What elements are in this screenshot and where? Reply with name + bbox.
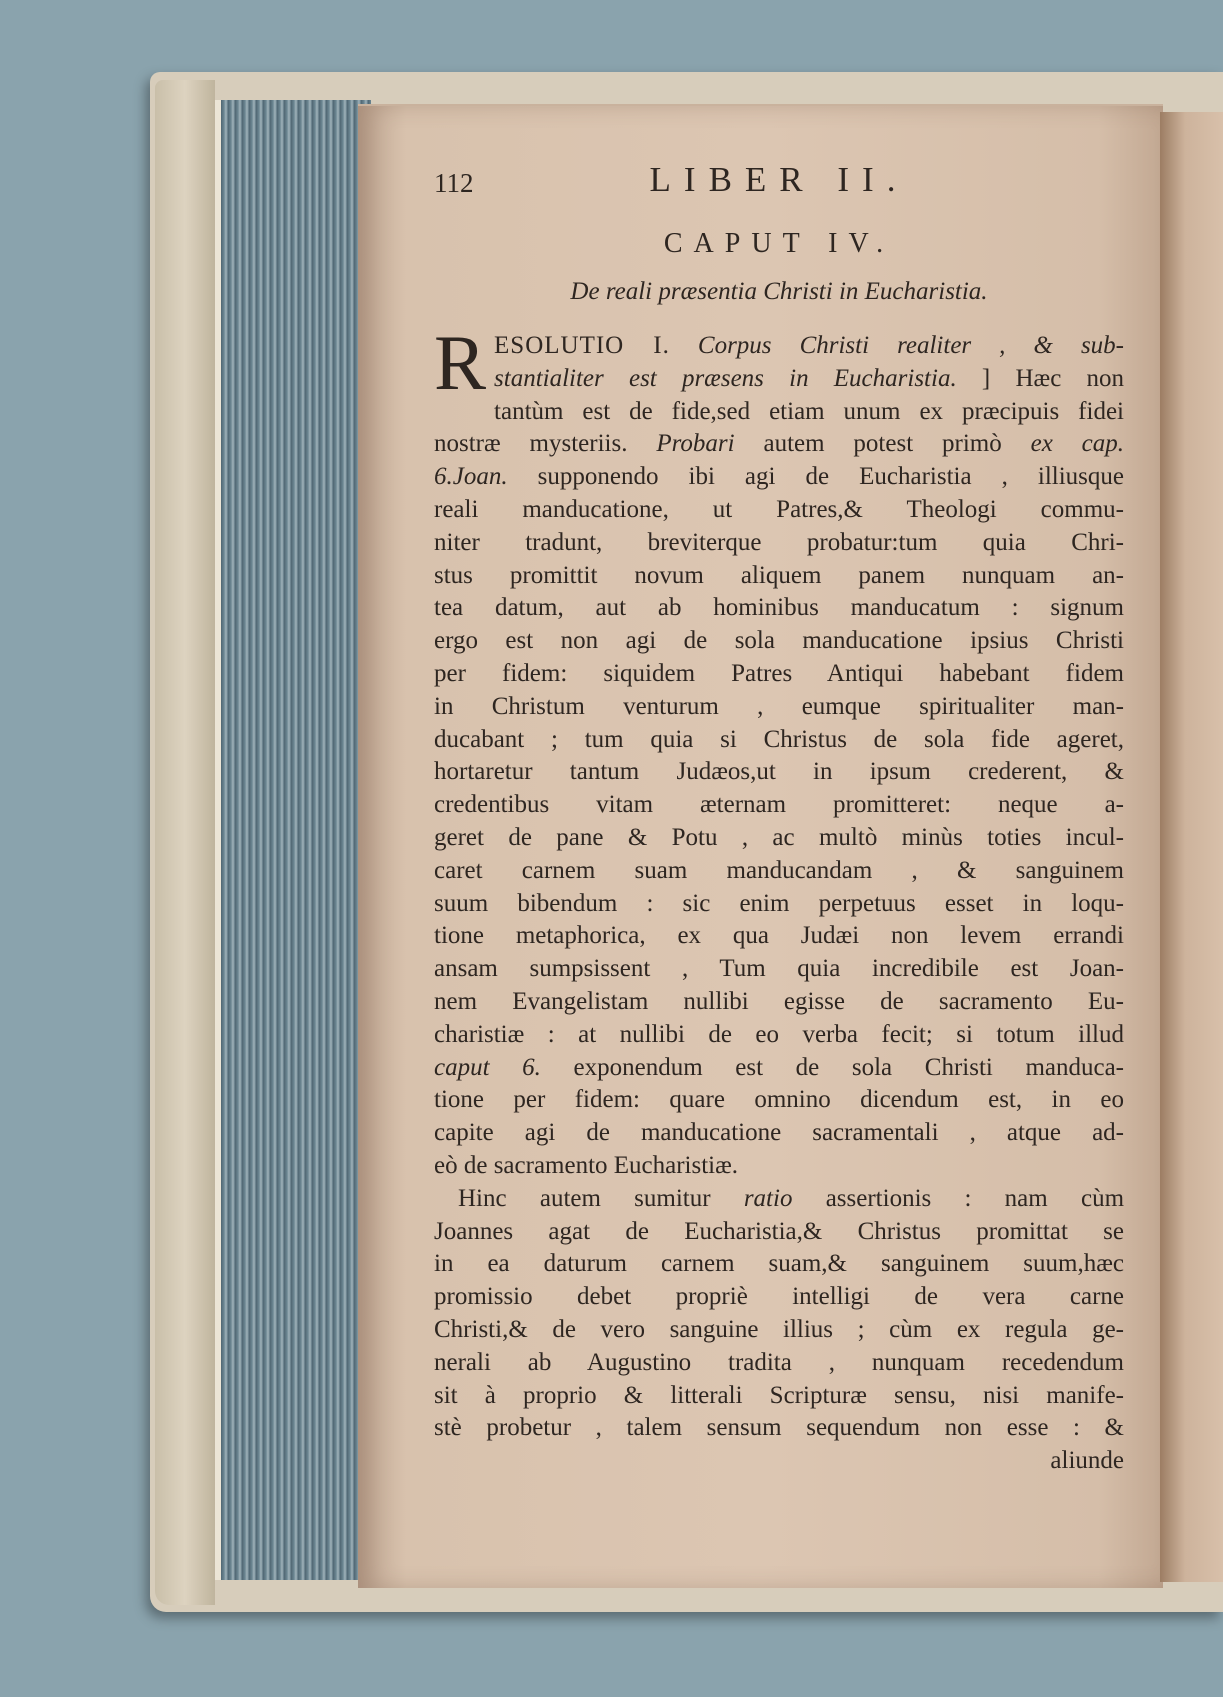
text-span: ] Hæc non [981, 364, 1124, 392]
text-span: assertionis : nam cùm [825, 1184, 1125, 1212]
text-line [434, 428, 1124, 461]
catchword: aliunde [1050, 1447, 1124, 1475]
running-head: LIBER II. [649, 160, 909, 199]
citation: caput 6. [434, 1053, 541, 1081]
text-line: eò de sacramento Eucharistiæ. [434, 1151, 739, 1179]
page-header [434, 160, 1124, 210]
text-line: geret de pane & Potu , ac multò minùs toties incul- [434, 823, 1124, 851]
text-span: exponendum est de sola Christi manduca- [573, 1053, 1125, 1081]
citation: ex cap. [1030, 430, 1125, 458]
page-edges [215, 100, 371, 1580]
text-line [434, 1183, 1124, 1216]
italic-term: Probari [656, 430, 735, 458]
text-line: in Christum venturum , eumque spiritualiter man- [434, 692, 1124, 720]
text-line: promissio debet propriè intelligi de vera carne [434, 1283, 1124, 1311]
page-number: 112 [434, 168, 474, 198]
drop-cap: R [434, 319, 487, 406]
text-span: Hinc autem sumitur [458, 1184, 711, 1212]
text-line: per fidem: siquidem Patres Antiqui habebant fidem [434, 659, 1124, 687]
text-line: Joannes agat de Eucharistia,& Christus promittat se [434, 1217, 1124, 1245]
text-line: tea datum, aut ab hominibus manducatum : signum [434, 594, 1124, 622]
text-line: niter tradunt, breviterque probatur:tum quia Chri- [434, 528, 1124, 556]
text-line: reali manducatione, ut Patres,& Theologi commu- [434, 495, 1124, 523]
text-line [434, 1052, 1124, 1085]
text-line [434, 363, 1124, 396]
text-line [434, 461, 1124, 494]
text-line: tantùm est de fide,sed etiam unum ex præcipuis fidei [494, 397, 1124, 425]
text-line: tione per fidem: quare omnino dicendum est, in eo [434, 1086, 1124, 1114]
text-line: credentibus vitam æternam promitteret: neque a- [434, 791, 1124, 819]
text-line: suum bibendum : sic enim perpetuus esset in loqu- [434, 889, 1124, 917]
text-line: charistiæ : at nullibi de eo verba fecit; si totum illud [434, 1020, 1124, 1048]
text-line [434, 330, 1124, 363]
text-line: stus promittit novum aliquem panem nunquam an- [434, 561, 1124, 589]
text-span: supponendo ibi agi de Eucharistia , illiusque [537, 463, 1124, 491]
text-span: nostræ mysteriis. [434, 430, 628, 458]
facing-page-edge [1160, 112, 1223, 1582]
text-line: sit à proprio & litterali Scripturæ sensu, nisi manife- [434, 1381, 1124, 1409]
resolution-statement: stantialiter est præsens in Eucharistia. [494, 364, 957, 392]
text-span: autem potest primò [763, 430, 1002, 458]
citation: 6.Joan. [434, 463, 508, 491]
text-line: nem Evangelistam nullibi egisse de sacramento Eu- [434, 987, 1124, 1015]
text-line: Christi,& de vero sanguine illius ; cùm ex regula ge- [434, 1315, 1124, 1343]
text-line: caret carnem suam manducandam , & sanguinem [434, 856, 1124, 884]
chapter-subtitle: De reali præsentia Christi in Eucharistia. [570, 278, 988, 305]
chapter-title: CAPUT IV. [663, 228, 895, 259]
text-line: hortaretur tantum Judæos,ut in ipsum crederent, & [434, 758, 1124, 786]
resolution-statement: Corpus Christi realiter , & sub- [697, 332, 1125, 359]
book-spine [155, 80, 215, 1605]
body-text [434, 319, 1125, 1478]
text-line: ansam sumpsissent , Tum quia incredibile est Joan- [434, 955, 1124, 983]
text-line: ducabant ; tum quia si Christus de sola fide ageret, [434, 725, 1124, 753]
text-line: nerali ab Augustino tradita , nunquam recedendum [434, 1348, 1124, 1376]
resolution-label: ESOLUTIO I. [494, 332, 670, 359]
text-line: in ea daturum carnem suam,& sanguinem suum,hæc [434, 1250, 1124, 1278]
italic-term: ratio [743, 1184, 793, 1212]
text-line: ergo est non agi de sola manducatione ipsius Christi [434, 627, 1124, 655]
text-line: stè probetur , talem sensum sequendum non esse : & [434, 1414, 1124, 1442]
text-line: tione metaphorica, ex qua Judæi non levem errandi [434, 922, 1124, 950]
text-line: capite agi de manducatione sacramentali , atque ad- [434, 1119, 1124, 1147]
